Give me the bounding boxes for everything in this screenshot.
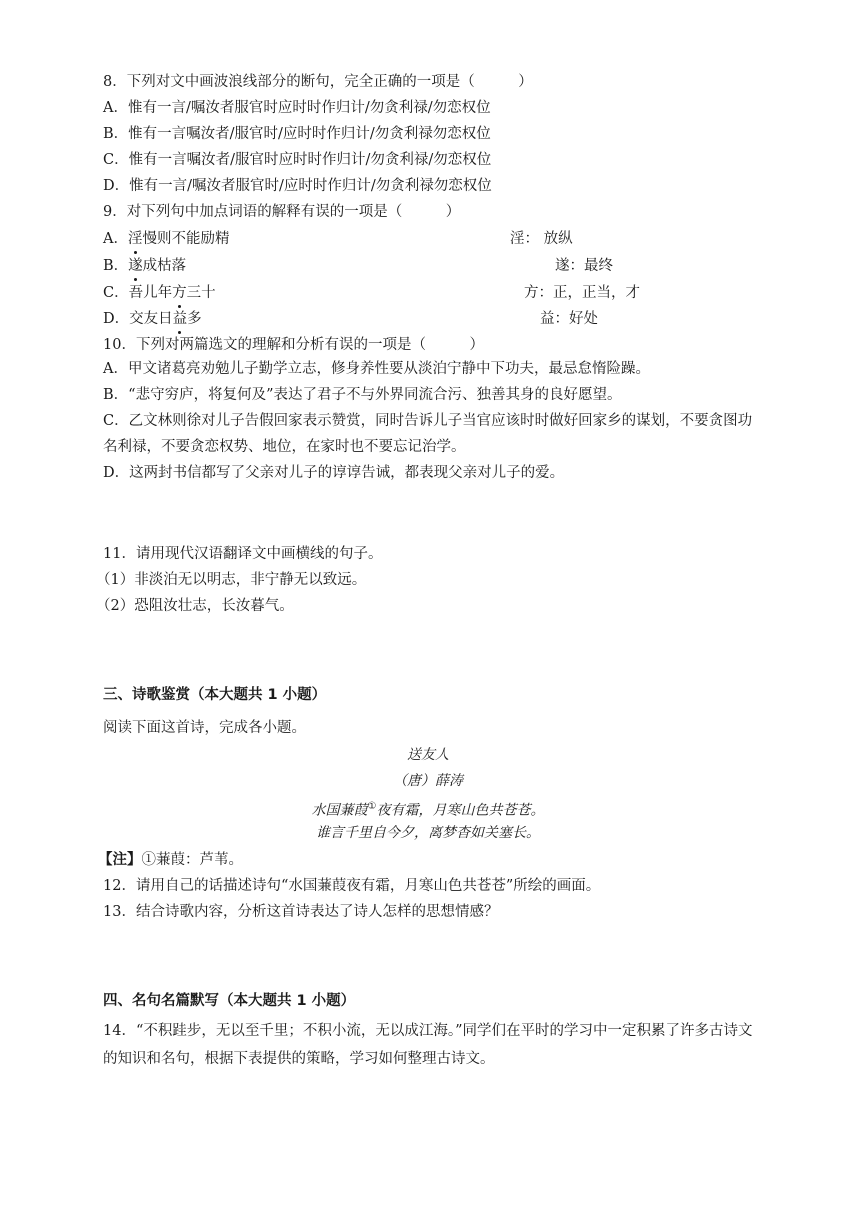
dotted-word: 方 [172,285,187,301]
question-9-gloss-b: 遂：最终 [555,258,613,274]
section-4-heading: 四、名句名篇默写（本大题共 1 小题） [103,993,356,1009]
question-9-gloss-c: 方：正，正当，才 [524,285,640,301]
question-12: 12．请用自己的话描述诗句“水国蒹葭夜有霜，月寒山色共苍苍”所绘的画面。 [103,878,601,894]
dotted-word: 益 [172,311,188,327]
question-11-stem: 11．请用现代汉语翻译文中画横线的句子。 [103,546,383,562]
question-8-option-c: C．惟有一言嘱汝者/服官时应时时作归计/勿贪利禄/勿恋权位 [103,152,492,168]
option-text: 三十 [186,285,216,301]
poem-title: 送友人 [407,747,449,763]
section-3-intro: 阅读下面这首诗，完成各小题。 [103,720,306,736]
poem-note [98,850,243,870]
question-9-stem: 9．对下列句中加点词语的解释有误的一项是（ ） [103,204,461,220]
question-10-option-d: D．这两封书信都写了父亲对儿子的谆谆告诫，都表现父亲对儿子的爱。 [103,465,565,481]
question-9-gloss-a: 淫： 放纵 [510,231,573,247]
option-text: 慢则不能励精 [142,231,230,247]
question-8-stem: 8．下列对文中画波浪线部分的断句，完全正确的一项是（ ） [103,74,533,90]
poem-author: （唐）薛涛 [393,773,463,789]
option-prefix: B． [103,258,129,274]
question-9-option-a [103,229,229,249]
poem-line-2: 谁言千里自今夕，离梦杳如关塞长。 [316,825,540,841]
question-9-option-d [103,309,202,329]
question-11-item-2: （2）恐阻汝壮志，长汝暮气。 [96,598,294,614]
option-prefix: D．交友日 [103,311,173,327]
question-10-option-c: C．乙文林则徐对儿子告假回家表示赞赏，同时告诉儿子当官应该时时做好回家乡的谋划，不要贪图功名利禄，不要贪恋权势、地位，在家时也不要忘记治学。 [103,413,753,455]
poem-line-1 [103,797,753,821]
note-text: ①蒹葭：芦苇。 [141,852,243,868]
question-10-option-a: A．甲文诸葛亮劝勉儿子勤学立志，修身养性要从淡泊宁静中下功夫，最忌怠惰险躁。 [103,361,650,377]
poem-line-1-part-b: 夜有霜，月寒山色共苍苍。 [376,802,545,819]
question-8-option-a: A．惟有一言/嘱汝者服官时应时时作归计/勿贪利禄/勿恋权位 [103,100,491,116]
question-8-option-d: D．惟有一言/嘱汝者服官时/应时时作归计/勿贪利禄勿恋权位 [103,178,492,194]
question-9-option-c [103,283,216,303]
question-11-item-1: （1）非淡泊无以明志，非宁静无以致远。 [96,572,367,588]
question-10-stem: 10．下列对两篇选文的理解和分析有误的一项是（ ） [103,337,484,353]
question-14: 14．“不积跬步，无以至千里；不积小流，无以成江海。”同学们在平时的学习中一定积累了许多古诗文的知识和名句，根据下表提供的策略，学习如何整理古诗文。 [103,1023,753,1067]
option-prefix: C．吾儿年 [103,285,173,301]
section-3-heading: 三、诗歌鉴赏（本大题共 1 小题） [103,687,327,703]
question-10-option-b: B．“悲守穷庐，将复何及”表达了君子不与外界同流合污、独善其身的良好愿望。 [103,387,622,403]
option-prefix: A． [103,231,128,247]
poem-line-1-part-a: 水国蒹葭 [311,802,368,819]
note-label: 【注】 [98,851,142,868]
question-13: 13．结合诗歌内容，分析这首诗表达了诗人怎样的思想情感？ [103,904,499,920]
question-9-option-b [103,256,186,276]
option-text: 成枯落 [142,258,187,274]
question-8-option-b: B．惟有一言嘱汝者/服官时/应时时作归计/勿贪利禄勿恋权位 [103,126,491,142]
dotted-word: 淫 [127,231,143,247]
question-9-gloss-d: 益：好处 [540,311,598,327]
note-reference: ① [367,801,377,812]
option-text: 多 [187,311,202,327]
question-10-options [103,356,753,486]
dotted-word: 遂 [128,258,143,274]
